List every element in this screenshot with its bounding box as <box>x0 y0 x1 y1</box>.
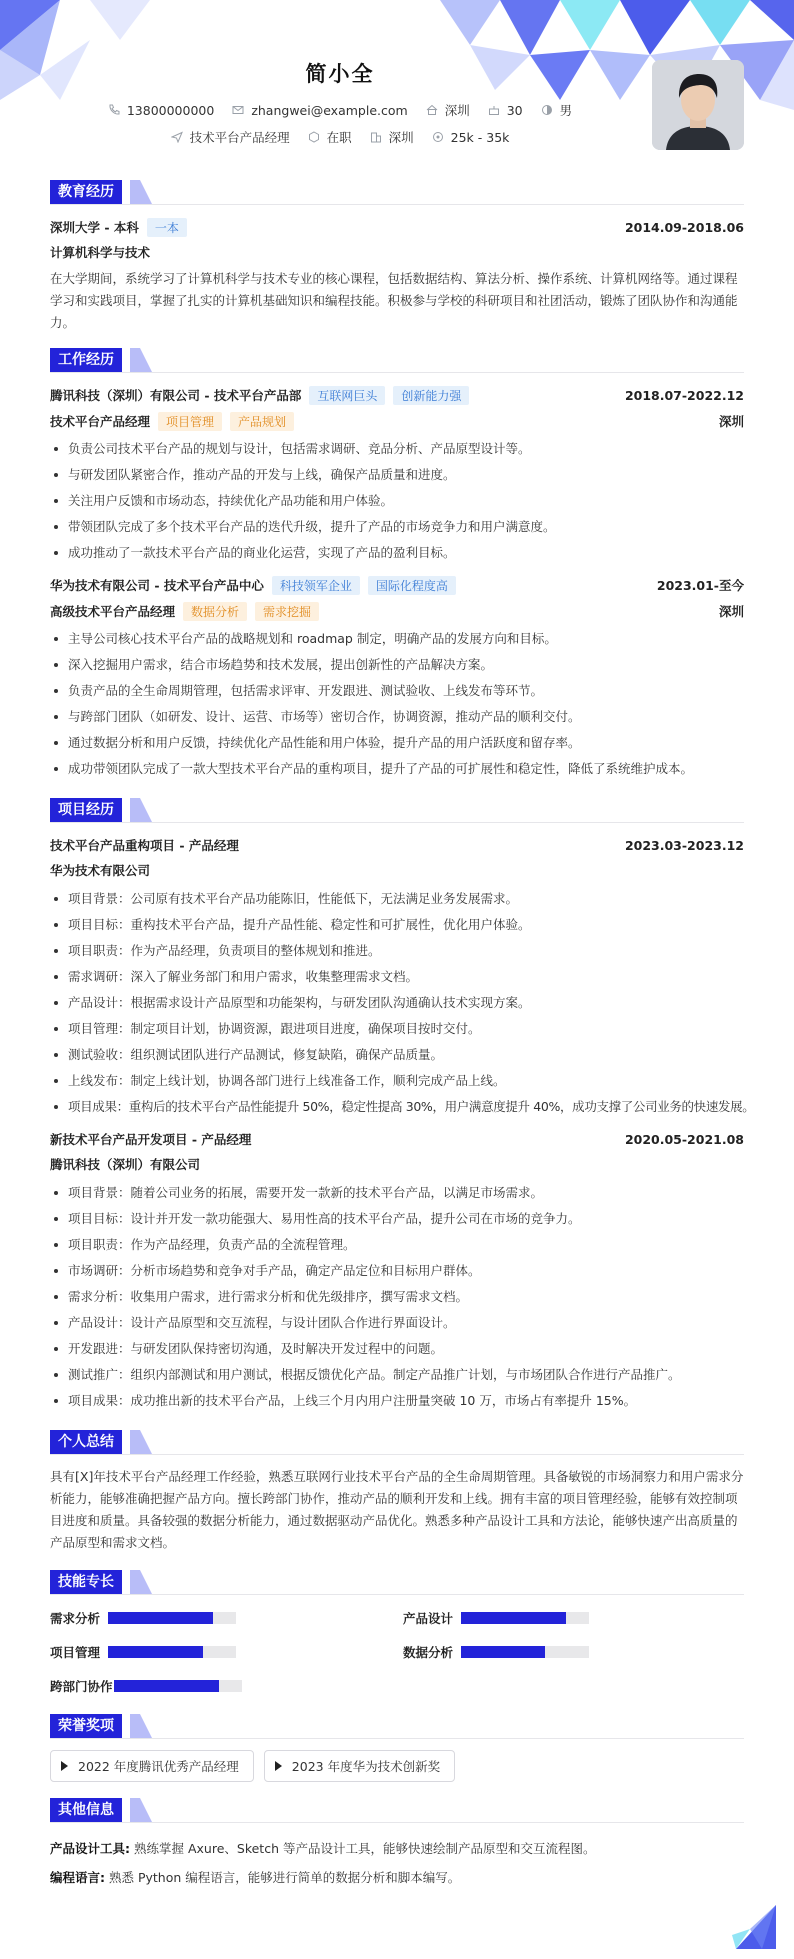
role-tag: 产品规划 <box>230 412 294 431</box>
list-item: 上线发布：制定上线计划，协调各部门进行上线准备工作，顺利完成产品上线。 <box>50 1068 744 1094</box>
work-entry <box>50 574 744 782</box>
work-bullets <box>50 436 744 566</box>
project-org: 华为技术有限公司 <box>50 863 151 878</box>
skill-bar <box>461 1646 589 1658</box>
skill-bar-fill <box>461 1612 566 1624</box>
other-info-label: 编程语言: <box>50 1870 105 1885</box>
section-divider <box>50 1822 744 1823</box>
title-tail-icon <box>130 1570 152 1594</box>
list-item: 项目成果：重构后的技术平台产品性能提升 50%，稳定性提高 30%，用户满意度提升 40%，成功支撑了公司业务的快速发展。 <box>50 1094 744 1120</box>
skill-bar <box>114 1680 242 1692</box>
list-item: 项目目标：重构技术平台产品，提升产品性能、稳定性和可扩展性，优化用户体验。 <box>50 912 744 938</box>
section-divider <box>50 822 744 823</box>
skill-bar-fill <box>461 1646 545 1658</box>
skill-bar-fill <box>114 1680 219 1692</box>
skill-item <box>403 1640 744 1664</box>
school-name: 深圳大学 - 本科 <box>50 220 139 235</box>
company-tag: 互联网巨头 <box>309 386 385 405</box>
award-text: 2022 年度腾讯优秀产品经理 <box>78 1759 239 1774</box>
project-entry <box>50 834 755 1120</box>
other-info-text: 熟悉 Python 编程语言，能够进行简单的数据分析和脚本编写。 <box>108 1870 461 1885</box>
work-date: 2023.01-至今 <box>656 578 744 593</box>
play-icon <box>275 1761 282 1771</box>
phone-text: 13800000000 <box>126 102 215 118</box>
major: 计算机科学与技术 <box>50 245 151 260</box>
skill-item <box>403 1606 744 1630</box>
section-title-text: 技能专长 <box>50 1570 122 1594</box>
list-item: 成功推动了一款技术平台产品的商业化运营，实现了产品的盈利目标。 <box>50 540 744 566</box>
skill-label: 产品设计 <box>403 1611 454 1626</box>
project-title: 技术平台产品重构项目 - 产品经理 <box>50 838 239 853</box>
section-summary-title <box>50 1430 744 1454</box>
skill-label: 跨部门协作 <box>50 1679 113 1694</box>
project-title: 新技术平台产品开发项目 - 产品经理 <box>50 1132 252 1147</box>
section-title-text: 其他信息 <box>50 1798 122 1822</box>
salary-icon <box>432 131 444 143</box>
target-city-info <box>370 128 414 146</box>
list-item: 带领团队完成了多个技术平台产品的迭代升级，提升了产品的市场竞争力和用户满意度。 <box>50 514 744 540</box>
project-bullets <box>50 1180 744 1414</box>
avatar-icon <box>652 60 744 150</box>
email-text: zhangwei@example.com <box>251 102 408 118</box>
skill-bar-fill <box>108 1612 213 1624</box>
role-tag: 需求挖掘 <box>255 602 319 621</box>
work-header-row <box>50 574 744 596</box>
skill-bar <box>108 1646 236 1658</box>
title-tail-icon <box>130 1714 152 1738</box>
resume-content <box>0 180 794 1892</box>
section-divider <box>50 204 744 205</box>
award-item <box>264 1750 455 1782</box>
work-bullets <box>50 626 744 782</box>
list-item: 市场调研：分析市场趋势和竞争对手产品，确定产品定位和目标用户群体。 <box>50 1258 744 1284</box>
title-tail-icon <box>130 798 152 822</box>
skills-grid <box>50 1606 744 1698</box>
skill-item <box>50 1674 403 1698</box>
section-title-text: 教育经历 <box>50 180 122 204</box>
list-item: 项目职责：作为产品经理，负责项目的整体规划和推进。 <box>50 938 744 964</box>
skill-item <box>50 1640 403 1664</box>
list-item: 关注用户反馈和市场动态，持续优化产品功能和用户体验。 <box>50 488 744 514</box>
project-date: 2023.03-2023.12 <box>624 837 744 853</box>
salary-text: 25k - 35k <box>450 129 510 145</box>
list-item: 产品设计：设计产品原型和交互流程，与设计团队合作进行界面设计。 <box>50 1310 744 1336</box>
list-item: 负责产品的全生命周期管理，包括需求评审、开发跟进、测试验收、上线发布等环节。 <box>50 678 744 704</box>
role-tag: 项目管理 <box>158 412 222 431</box>
title-tail-icon <box>130 348 152 372</box>
corner-decoration <box>732 1905 776 1949</box>
work-role-row <box>50 600 744 622</box>
position-text: 技术平台产品经理 <box>189 130 290 145</box>
section-divider <box>50 372 744 373</box>
school-tag: 一本 <box>147 218 187 237</box>
education-date: 2014.09-2018.06 <box>624 219 744 235</box>
project-entry <box>50 1128 744 1414</box>
status-icon <box>308 131 320 143</box>
job-info-row <box>0 128 680 146</box>
role-title: 高级技术平台产品经理 <box>50 604 176 619</box>
list-item: 负责公司技术平台产品的规划与设计，包括需求调研、竞品分析、产品原型设计等。 <box>50 436 744 462</box>
title-tail-icon <box>130 180 152 204</box>
section-other-title <box>50 1798 744 1822</box>
section-divider <box>50 1738 744 1739</box>
list-item: 开发跟进：与研发团队保持密切沟通，及时解决开发过程中的问题。 <box>50 1336 744 1362</box>
skill-bar <box>461 1612 589 1624</box>
work-entry <box>50 384 744 566</box>
section-title-text: 项目经历 <box>50 798 122 822</box>
candidate-name: 简小全 <box>305 62 375 86</box>
other-info-item <box>50 1834 744 1863</box>
building-icon <box>370 131 382 143</box>
awards-list <box>50 1750 744 1782</box>
list-item: 通过数据分析和用户反馈，持续优化产品性能和用户体验，提升产品的用户活跃度和留存率。 <box>50 730 744 756</box>
age-info <box>488 103 523 118</box>
contact-info-row <box>0 101 680 119</box>
role-title: 技术平台产品经理 <box>50 414 151 429</box>
list-item: 测试验收：组织测试团队进行产品测试，修复缺陷，确保产品质量。 <box>50 1042 744 1068</box>
company-tag: 科技领军企业 <box>272 576 360 595</box>
section-divider <box>50 1594 744 1595</box>
award-item <box>50 1750 254 1782</box>
company-tag: 创新能力强 <box>393 386 469 405</box>
mail-icon <box>232 104 244 116</box>
section-honors-title <box>50 1714 744 1738</box>
list-item: 需求调研：深入了解业务部门和用户需求，收集整理需求文档。 <box>50 964 744 990</box>
skill-label: 数据分析 <box>403 1645 454 1660</box>
location-info <box>426 101 470 119</box>
list-item: 项目成果：成功推出新的技术平台产品，上线三个月内用户注册量突破 10 万，市场占有率提升 15%。 <box>50 1388 744 1414</box>
gender-icon <box>541 104 553 116</box>
list-item: 项目目标：设计并开发一款功能强大、易用性高的技术平台产品，提升公司在市场的竞争力。 <box>50 1206 744 1232</box>
other-info-label: 产品设计工具: <box>50 1841 130 1856</box>
list-item: 测试推广：组织内部测试和用户测试，根据反馈优化产品。制定产品推广计划，与市场团队合作进行产品推广。 <box>50 1362 744 1388</box>
other-info-item <box>50 1863 744 1892</box>
section-work-title <box>50 348 744 372</box>
section-skills-title <box>50 1570 744 1594</box>
skill-label: 需求分析 <box>50 1611 101 1626</box>
phone-icon <box>108 104 120 116</box>
position-info <box>171 128 290 146</box>
other-info-list <box>50 1834 744 1892</box>
list-item: 与跨部门团队（如研发、设计、运营、市场等）密切合作，协调资源，推动产品的顺利交付。 <box>50 704 744 730</box>
work-city: 深圳 <box>718 414 744 429</box>
title-tail-icon <box>130 1430 152 1454</box>
education-header-row <box>50 216 744 238</box>
company-tag: 国际化程度高 <box>368 576 456 595</box>
section-education-title <box>50 180 744 204</box>
gender-info <box>541 101 573 119</box>
list-item: 需求分析：收集用户需求，进行需求分析和优先级排序，撰写需求文档。 <box>50 1284 744 1310</box>
summary-text: 具有[X]年技术平台产品经理工作经验，熟悉互联网行业技术平台产品的全生命周期管理。具备敏锐的市场洞察力和用户需求分析能力，能够准确把握产品方向。擅长跨部门协作，推动产品的顺利开发和上线。拥有丰富的项目管理经验，能够有效控制项目进度和质量。具备较强的数据分析能力，通过数据驱动产品优化。熟悉多种产品设计工具和方法论，能够快速产出高质量的产品原型和需求文档。 <box>50 1469 744 1550</box>
skill-bar <box>108 1612 236 1624</box>
project-header-row <box>50 1128 744 1150</box>
section-projects-title <box>50 798 744 822</box>
list-item: 项目背景：随着公司业务的拓展，需要开发一款新的技术平台产品，以满足市场需求。 <box>50 1180 744 1206</box>
gender-text: 男 <box>559 103 573 118</box>
other-info-text: 熟练掌握 Axure、Sketch 等产品设计工具，能够快速绘制产品原型和交互流程图。 <box>133 1841 596 1856</box>
age-icon <box>488 104 500 116</box>
work-city: 深圳 <box>718 604 744 619</box>
project-header-row <box>50 834 744 856</box>
work-header-row <box>50 384 744 406</box>
list-item: 成功带领团队完成了一款大型技术平台产品的重构项目，提升了产品的可扩展性和稳定性，降低了系统维护成本。 <box>50 756 744 782</box>
role-tag: 数据分析 <box>183 602 247 621</box>
phone-info <box>108 103 214 118</box>
list-item: 项目背景：公司原有技术平台产品功能陈旧，性能低下，无法满足业务发展需求。 <box>50 886 744 912</box>
skill-item <box>50 1606 403 1630</box>
section-title-text: 工作经历 <box>50 348 122 372</box>
resume-header <box>0 0 794 160</box>
status-text: 在职 <box>326 130 352 145</box>
list-item: 深入挖掘用户需求，结合市场趋势和技术发展，提出创新性的产品解决方案。 <box>50 652 744 678</box>
project-bullets <box>50 886 755 1120</box>
list-item: 项目管理：制定项目计划，协调资源，跟进项目进度，确保项目按时交付。 <box>50 1016 744 1042</box>
list-item: 与研发团队紧密合作，推动产品的开发与上线，确保产品质量和进度。 <box>50 462 744 488</box>
avatar-photo <box>652 60 744 150</box>
section-title-text: 荣誉奖项 <box>50 1714 122 1738</box>
target-city-text: 深圳 <box>388 130 414 145</box>
title-tail-icon <box>130 1798 152 1822</box>
skill-label: 项目管理 <box>50 1645 101 1660</box>
list-item: 项目职责：作为产品经理，负责产品的全流程管理。 <box>50 1232 744 1258</box>
project-date: 2020.05-2021.08 <box>624 1131 744 1147</box>
award-text: 2023 年度华为技术创新奖 <box>291 1759 441 1774</box>
work-role-row <box>50 410 744 432</box>
list-item: 主导公司核心技术平台产品的战略规划和 roadmap 制定，明确产品的发展方向和目标。 <box>50 626 744 652</box>
home-icon <box>426 104 438 116</box>
email-info <box>232 103 407 118</box>
salary-info <box>432 130 510 145</box>
age-text: 30 <box>506 102 523 118</box>
work-date: 2018.07-2022.12 <box>624 387 744 403</box>
send-icon <box>171 131 183 143</box>
education-description: 在大学期间，系统学习了计算机科学与技术专业的核心课程，包括数据结构、算法分析、操作系统、计算机网络等。通过课程学习和实践项目，掌握了扎实的计算机基础知识和编程技能。积极参与学校的科研项目和社团活动，锻炼了团队协作和沟通能力。 <box>50 271 738 330</box>
project-org: 腾讯科技（深圳）有限公司 <box>50 1157 201 1172</box>
list-item: 产品设计：根据需求设计产品原型和功能架构，与研发团队沟通确认技术实现方案。 <box>50 990 744 1016</box>
location-text: 深圳 <box>444 103 470 118</box>
section-title-text: 个人总结 <box>50 1430 122 1454</box>
section-divider <box>50 1454 744 1455</box>
skill-bar-fill <box>108 1646 203 1658</box>
company-name: 华为技术有限公司 - 技术平台产品中心 <box>50 578 264 593</box>
company-name: 腾讯科技（深圳）有限公司 - 技术平台产品部 <box>50 388 302 403</box>
status-info <box>308 128 352 146</box>
play-icon <box>61 1761 68 1771</box>
